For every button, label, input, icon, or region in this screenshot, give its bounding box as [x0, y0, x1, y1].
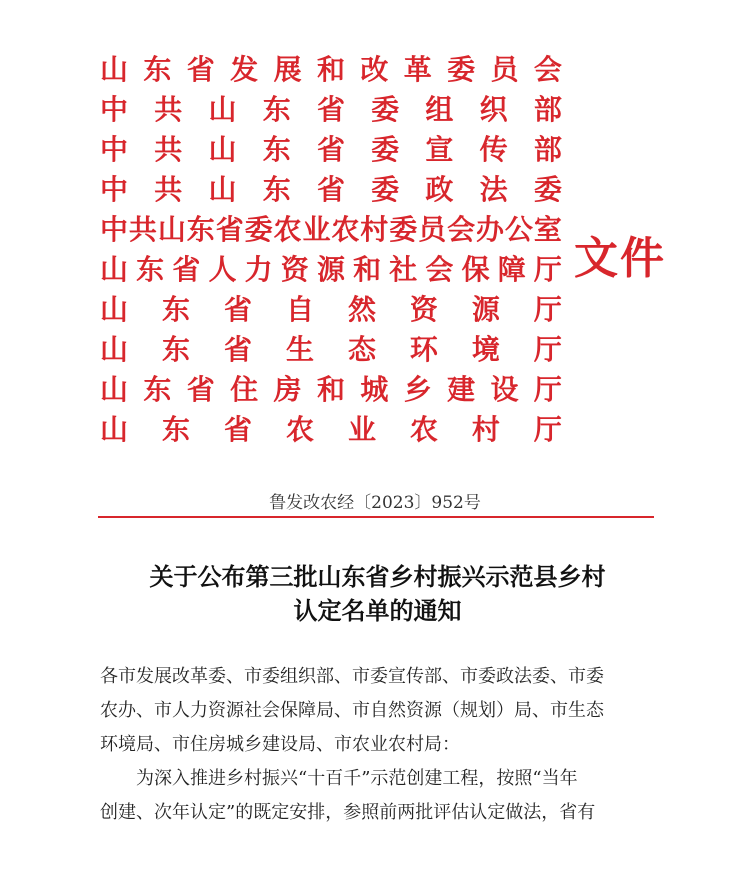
- body-line: 为深入推进乡村振兴“十百千”示范创建工程，按照“当年: [136, 768, 578, 789]
- document-mark: 文件: [574, 233, 666, 284]
- issuer-row: 中 共 山 东 省 委 组 织 部: [100, 93, 562, 126]
- issuer-row: 山 东 省 发 展 和 改 革 委 员 会: [100, 53, 562, 86]
- issuer-row: 山 东 省 住 房 和 城 乡 建 设 厅: [100, 373, 562, 406]
- issuer-row: 中 共 山 东 省 委 政 法 委: [100, 173, 562, 206]
- body-line: 创建、次年认定”的既定安排，参照前两批评估认定做法，省有: [100, 802, 596, 823]
- document-title: [90, 560, 665, 628]
- body-line: 各市发展改革委、市委组织部、市委宣传部、市委政法委、市委: [100, 666, 604, 687]
- issuer-row: 山 东 省 自 然 资 源 厅: [100, 293, 562, 326]
- issuing-agencies: [100, 50, 562, 450]
- body-line: 农办、市人力资源社会保障局、市自然资源（规划）局、市生态: [100, 700, 604, 721]
- body-line: 环境局、市住房城乡建设局、市农业农村局：: [100, 734, 460, 755]
- document-body: [100, 660, 655, 830]
- document-number: 鲁发改农经〔2023〕952号: [269, 493, 481, 513]
- issuer-row: 中 共 山 东 省 委 农 业 农 村 委 员 会 办 公 室: [100, 213, 562, 246]
- issuer-row: 山 东 省 人 力 资 源 和 社 会 保 障 厅: [100, 253, 562, 286]
- issuer-row: 中 共 山 东 省 委 宣 传 部: [100, 133, 562, 166]
- title-line-2: 认定名单的通知: [293, 596, 462, 625]
- issuer-row: 山 东 省 农 业 农 村 厅: [100, 413, 562, 446]
- title-line-1: 关于公布第三批山东省乡村振兴示范县乡村: [149, 562, 606, 591]
- red-divider: [98, 516, 654, 518]
- issuer-row: 山 东 省 生 态 环 境 厅: [100, 333, 562, 366]
